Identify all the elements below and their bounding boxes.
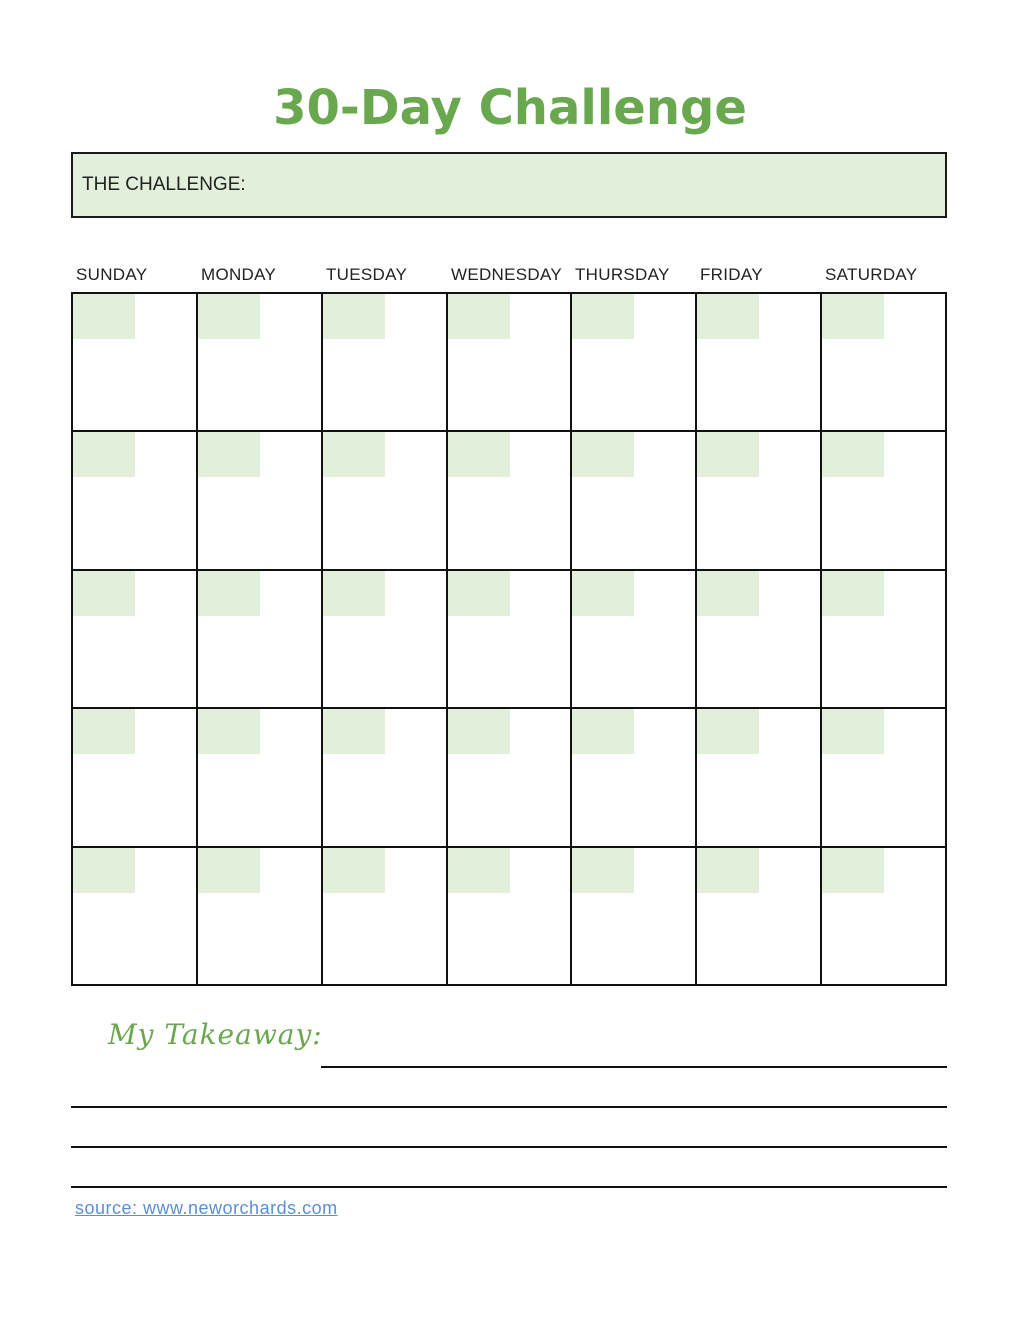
day-number-box[interactable] — [448, 571, 510, 616]
calendar-day-cell[interactable] — [697, 294, 822, 432]
day-number-box[interactable] — [572, 571, 634, 616]
day-header-friday: FRIDAY — [700, 265, 763, 284]
day-number-box[interactable] — [323, 571, 385, 616]
calendar-day-cell[interactable] — [198, 294, 323, 432]
day-number-box[interactable] — [822, 294, 884, 339]
day-number-box[interactable] — [73, 709, 135, 754]
takeaway-line-3[interactable] — [71, 1146, 947, 1148]
calendar-day-cell[interactable] — [572, 571, 697, 709]
day-number-box[interactable] — [198, 848, 260, 893]
challenge-input-box[interactable] — [71, 152, 947, 218]
takeaway-label: My Takeaway: — [108, 1018, 323, 1051]
takeaway-line-4[interactable] — [71, 1186, 947, 1188]
day-number-box[interactable] — [73, 432, 135, 477]
takeaway-line-1[interactable] — [321, 1066, 947, 1068]
day-number-box[interactable] — [572, 432, 634, 477]
day-number-box[interactable] — [73, 571, 135, 616]
challenge-label: THE CHALLENGE: — [82, 174, 246, 195]
calendar-day-cell[interactable] — [198, 571, 323, 709]
day-number-box[interactable] — [448, 709, 510, 754]
calendar-day-cell[interactable] — [822, 432, 947, 570]
calendar-day-cell[interactable] — [572, 848, 697, 986]
calendar-day-cell[interactable] — [198, 432, 323, 570]
day-number-box[interactable] — [323, 709, 385, 754]
calendar-day-cell[interactable] — [697, 571, 822, 709]
day-number-box[interactable] — [323, 432, 385, 477]
calendar-day-cell[interactable] — [198, 848, 323, 986]
takeaway-line-2[interactable] — [71, 1106, 947, 1108]
day-number-box[interactable] — [198, 294, 260, 339]
calendar-day-cell[interactable] — [73, 709, 198, 847]
day-number-box[interactable] — [697, 709, 759, 754]
day-header-monday: MONDAY — [201, 265, 277, 284]
day-number-box[interactable] — [448, 294, 510, 339]
calendar-day-cell[interactable] — [73, 848, 198, 986]
day-number-box[interactable] — [323, 294, 385, 339]
calendar-day-cell[interactable] — [697, 709, 822, 847]
day-number-box[interactable] — [822, 571, 884, 616]
day-number-box[interactable] — [73, 294, 135, 339]
day-header-thursday: THURSDAY — [575, 265, 670, 284]
calendar-day-cell[interactable] — [448, 848, 573, 986]
calendar-grid — [71, 292, 947, 986]
day-number-box[interactable] — [448, 432, 510, 477]
day-number-box[interactable] — [697, 571, 759, 616]
calendar-day-cell[interactable] — [822, 571, 947, 709]
day-number-box[interactable] — [822, 848, 884, 893]
calendar-day-cell[interactable] — [323, 294, 448, 432]
day-header-sunday: SUNDAY — [76, 265, 148, 284]
calendar-day-cell[interactable] — [822, 848, 947, 986]
calendar-day-cell[interactable] — [822, 294, 947, 432]
calendar-day-cell[interactable] — [73, 432, 198, 570]
calendar-day-cell[interactable] — [73, 571, 198, 709]
calendar-day-cell[interactable] — [572, 709, 697, 847]
calendar-day-cell[interactable] — [448, 294, 573, 432]
calendar-day-cell[interactable] — [323, 571, 448, 709]
calendar-day-cell[interactable] — [822, 709, 947, 847]
day-header-wednesday: WEDNESDAY — [451, 265, 563, 284]
calendar-day-cell[interactable] — [572, 294, 697, 432]
calendar-day-cell[interactable] — [697, 432, 822, 570]
day-headers-row — [72, 265, 947, 289]
day-number-box[interactable] — [323, 848, 385, 893]
day-number-box[interactable] — [198, 709, 260, 754]
day-number-box[interactable] — [572, 709, 634, 754]
calendar-day-cell[interactable] — [323, 848, 448, 986]
calendar-day-cell[interactable] — [448, 571, 573, 709]
page-title: 30-Day Challenge — [273, 80, 747, 136]
source-link[interactable]: source: www.neworchards.com — [75, 1198, 338, 1218]
calendar-day-cell[interactable] — [448, 709, 573, 847]
day-number-box[interactable] — [697, 432, 759, 477]
day-number-box[interactable] — [822, 432, 884, 477]
calendar-day-cell[interactable] — [323, 432, 448, 570]
day-header-saturday: SATURDAY — [825, 265, 918, 284]
day-number-box[interactable] — [198, 571, 260, 616]
calendar-day-cell[interactable] — [572, 432, 697, 570]
day-header-tuesday: TUESDAY — [326, 265, 408, 284]
day-number-box[interactable] — [822, 709, 884, 754]
calendar-day-cell[interactable] — [448, 432, 573, 570]
calendar-day-cell[interactable] — [198, 709, 323, 847]
calendar-day-cell[interactable] — [697, 848, 822, 986]
day-number-box[interactable] — [73, 848, 135, 893]
day-number-box[interactable] — [572, 294, 634, 339]
calendar-day-cell[interactable] — [73, 294, 198, 432]
day-number-box[interactable] — [572, 848, 634, 893]
day-number-box[interactable] — [198, 432, 260, 477]
calendar-day-cell[interactable] — [323, 709, 448, 847]
day-number-box[interactable] — [697, 848, 759, 893]
day-number-box[interactable] — [448, 848, 510, 893]
day-number-box[interactable] — [697, 294, 759, 339]
